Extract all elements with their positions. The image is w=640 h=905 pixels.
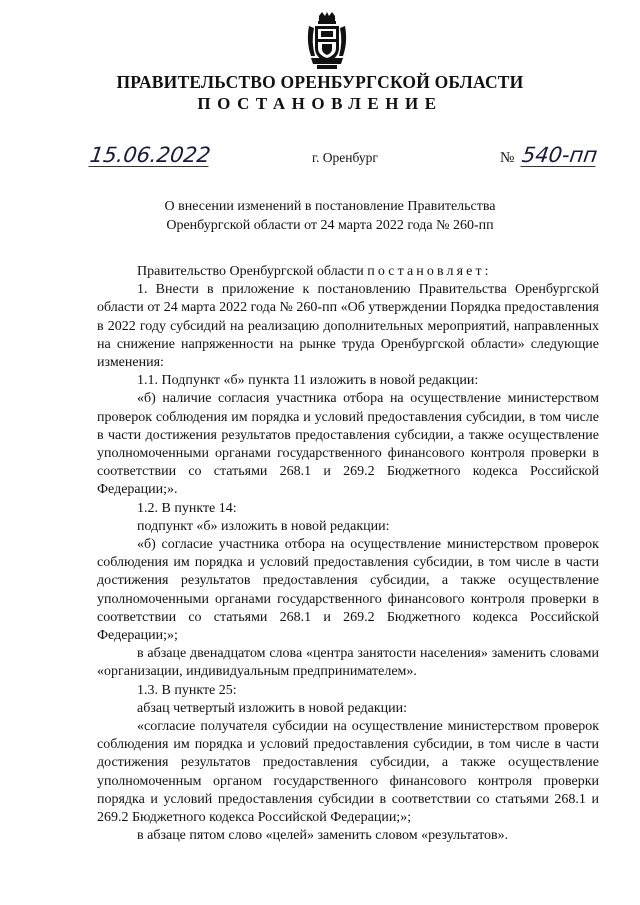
document-subject: О внесении изменений в постановление Правительства Оренбургской области от 24 марта 2022 года № 260-пп [164,199,496,233]
document-number [500,143,600,169]
paragraph: подпункт «б» изложить в новой редакции: [137,518,390,534]
intro-paragraph [97,263,599,281]
document-date: 15.06.2022 [88,143,213,167]
government-title: ПРАВИТЕЛЬСТВО ОРЕНБУРГСКОЙ ОБЛАСТИ [116,72,524,92]
coat-of-arms-icon [305,12,349,70]
paragraph: «согласие получателя субсидии на осуществление министерством проверок соблюдения им порядка и условий предоставления субсидии, в том числе в части достижения результатов предоставления субсидии, а также осуществление уполномоченным органом государственного финансового контроля проверки порядка и условий предоставления субсидии в соответствии со статьями 268.1 и 269.2 Бюджетного кодекса Российской Федерации;»; [97,719,599,826]
intro-prefix: Правительство Оренбургской области [137,264,364,279]
paragraph: в абзаце пятом слово «целей» заменить словом «результатов». [137,828,509,844]
number-sign: № [500,150,515,166]
document-type-title: ПОСТАНОВЛЕНИЕ [197,94,443,113]
paragraph: «б) наличие согласия участника отбора на осуществление министерством проверок соблюдения им порядка и условий предоставления субсидии, в том числе в части достижения результатов предоставления субсидии, а также осуществление уполномоченными органами государственного финансового контроля проверки в соответствии со статьями 268.1 и 269.2 Бюджетного кодекса Российской Федерации;». [97,391,599,498]
paragraph: 1.3. В пункте 25: [137,682,237,698]
paragraph: «б) согласие участника отбора на осуществление министерством проверок соблюдения им порядка и условий предоставления субсидии, в том числе в части достижения результатов предоставления субсидии, а также осуществление уполномоченными органами государственного финансового контроля проверки в соответствии со статьями 268.1 и 269.2 Бюджетного кодекса Российской Федерации;»; [97,537,599,644]
paragraph: 1. Внести в приложение к постановлению Правительства Оренбургской области от 24 марта 2022 года № 260-пп «Об утверждении Порядка предоставления в 2022 году субсидий на реализацию дополнительных мероприятий, направленных на снижение напряженности на рынке труда Оренбургской области» следующие изменения: [97,282,599,371]
paragraph: 1.1. Подпункт «б» пункта 11 изложить в новой редакции: [137,373,479,389]
document-body [97,263,599,846]
number-value: 540-пп [520,143,600,167]
document-city: г. Оренбург [312,150,378,165]
paragraph: в абзаце двенадцатом слова «центра занятости населения» заменить словами «организации, индивидуальным предпринимателем». [97,646,599,680]
intro-resolves: постановляет: [367,264,492,279]
paragraph: 1.2. В пункте 14: [137,500,237,516]
paragraph: абзац четвертый изложить в новой редакции: [137,700,407,716]
